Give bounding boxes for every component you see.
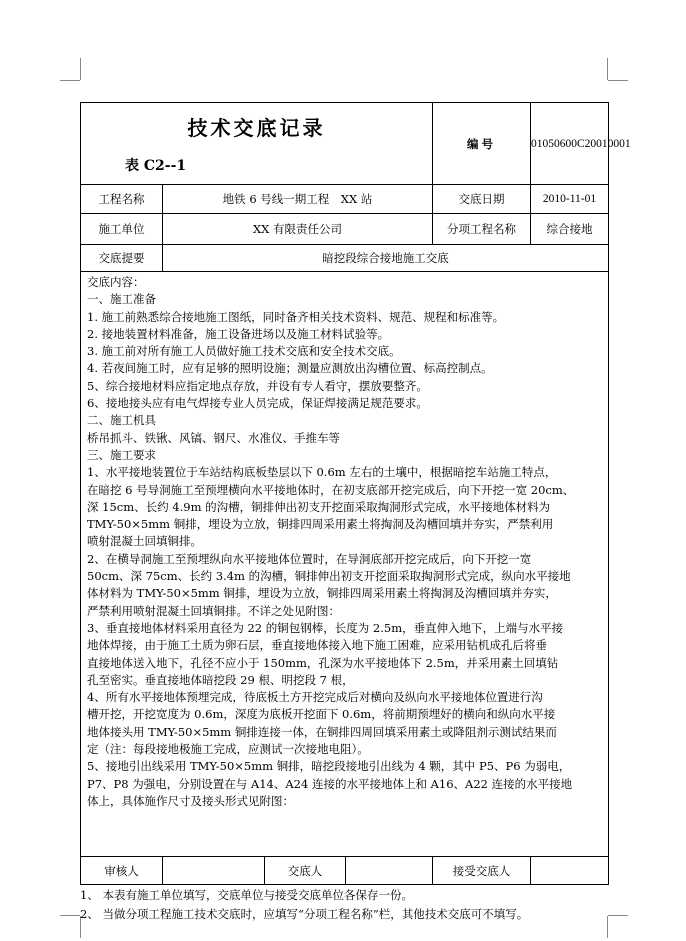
summary-label: 交底提要 xyxy=(81,245,163,272)
content-line: 孔至密实。垂直接地体暗挖段 29 根、明挖段 7 根， xyxy=(87,672,354,687)
content-line: 严禁利用喷射混凝土回填铜排。不详之处见附图： xyxy=(87,603,340,618)
summary-value: 暗挖段综合接地施工交底 xyxy=(163,245,609,272)
number-value: 01050600C20010001 xyxy=(531,103,609,185)
content-line: 5、综合接地材料应指定地点存放，并设有专人看守，摆放要整齐。 xyxy=(87,378,428,393)
content-line: 槽开挖，开挖宽度为 0.6m，深度为底板开挖面下 0.6m，将前期预埋好的横向和纵向水平接 xyxy=(87,707,556,722)
content-line: 在暗挖 6 号导洞施工至预埋横向水平接地体时，在初支底部开挖完成后，向下开挖一宽 20cm、 xyxy=(87,482,575,497)
content-line: 定（注：每段接地极施工完成，应测试一次接地电阻）。 xyxy=(87,742,369,757)
crop-mark-top-left-h xyxy=(60,80,80,81)
content-line: 地体接头用 TMY-50×5mm 铜排连接一体，在铜排四周回填采用素土或降阻剂示测试结果而 xyxy=(87,724,557,739)
crop-mark-top-right-v xyxy=(607,58,608,80)
technical-disclosure-form xyxy=(80,102,631,885)
receiver-signature[interactable] xyxy=(531,857,609,885)
sub-project-value: 综合接地 xyxy=(531,214,609,245)
content-line: 三、施工要求 xyxy=(87,447,156,462)
content-line: 交底内容： xyxy=(87,275,145,289)
content-line: 体上，具体施作尺寸及接头形式见附图： xyxy=(87,793,294,808)
content-line: 体材料为 TMY-50×5mm 铜排，埋设为立放，铜排四周采用素土将掏洞及沟槽回填并夯实， xyxy=(87,586,557,601)
content-line: 4. 若夜间施工时，应有足够的照明设施；测量应测放出沟槽位置、标高控制点。 xyxy=(87,361,493,376)
project-name-label: 工程名称 xyxy=(81,185,163,214)
date-label: 交底日期 xyxy=(433,185,531,214)
discloser-signature[interactable] xyxy=(346,857,433,885)
content-line: TMY-50×5mm 铜排，埋设为立放，铜排四周采用素土将掏洞及沟槽回填并夯实，严禁利用 xyxy=(87,517,554,532)
receiver-label: 接受交底人 xyxy=(433,857,531,885)
construction-unit-label: 施工单位 xyxy=(81,214,163,245)
crop-mark-top-left-v xyxy=(80,58,81,80)
date-value: 2010-11-01 xyxy=(531,185,609,214)
content-line: 3、垂直接地体材料采用直径为 22 的铜包钢棒，长度为 2.5m，垂直伸入地下，上端与水平接 xyxy=(87,620,564,635)
content-line: 2. 接地装置材料准备，施工设备进场以及施工材料试验等。 xyxy=(87,326,390,341)
content-line: 二、施工机具 xyxy=(87,413,156,428)
sub-project-label: 分项工程名称 xyxy=(433,214,531,245)
content-line: 一、施工准备 xyxy=(87,292,156,307)
disclosure-content xyxy=(81,272,609,857)
project-name-value: 地铁 6 号线一期工程 XX 站 xyxy=(163,185,433,214)
content-line: 喷射混凝土回填铜排。 xyxy=(87,534,202,549)
content-line: 6、接地接头应有电气焊接专业人员完成，保证焊接满足规范要求。 xyxy=(87,396,428,411)
content-line: 4、所有水平接地体预埋完成，待底板土方开挖完成后对横向及纵向水平接地体位置进行沟 xyxy=(87,690,543,705)
content-line: 桥吊抓斗、铁锹、风镐、钢尺、水准仪、手推车等 xyxy=(87,430,340,445)
reviewer-signature[interactable] xyxy=(163,857,265,885)
discloser-label: 交底人 xyxy=(265,857,346,885)
crop-mark-top-right-h xyxy=(608,80,628,81)
form-title: 技术交底记录 xyxy=(187,116,326,140)
number-label: 编号 xyxy=(433,103,531,185)
content-line: 50cm、深 75cm、长约 3.4m 的沟槽，铜排伸出初支开挖面采取掏洞形式完成，纵向水平接地 xyxy=(87,569,571,584)
content-line: 5、接地引出线采用 TMY-50×5mm 铜排，暗挖段接地引出线为 4 颗，其中 P5、P6 为弱电， xyxy=(87,759,571,774)
content-line: 2、在横导洞施工至预埋纵向水平接地体位置时，在导洞底部开挖完成后，向下开挖一宽 xyxy=(87,551,532,566)
construction-unit-value: XX 有限责任公司 xyxy=(163,214,433,245)
content-line: 直接地体送入地下，孔径不应小于 150mm，孔深为水平接地体下 2.5m，并采用素土回填钻 xyxy=(87,655,559,670)
form-title-cell xyxy=(81,103,433,185)
footnote-1: 1、 本表有施工单位填写，交底单位与接受交底单位各保存一份。 xyxy=(80,888,413,902)
content-line: 深 15cm、长约 4.9m 的沟槽，铜排伸出初支开挖面采取掏洞形式完成，水平接地体材料为 xyxy=(87,499,551,514)
reviewer-label: 审核人 xyxy=(81,857,163,885)
content-line: 3. 施工前对所有施工人员做好施工技术交底和安全技术交底。 xyxy=(87,344,401,359)
footnote-2: 2、 当做分项工程施工技术交底时，应填写“分项工程名称”栏，其他技术交底可不填写。 xyxy=(80,907,529,921)
content-line: 1. 施工前熟悉综合接地施工图纸，同时备齐相关技术资料、规范、规程和标准等。 xyxy=(87,309,505,324)
content-line: 1、水平接地装置位于车站结构底板垫层以下 0.6m 左右的土壤中，根据暗挖车站施工特点， xyxy=(87,465,557,480)
crop-mark-bottom-left-h xyxy=(60,915,80,916)
content-line: P7、P8 为强电，分别设置在与 A14、A24 连接的水平接地体上和 A16、A22 连接的水平接地 xyxy=(87,776,573,791)
form-number: 表 C2--1 xyxy=(125,158,187,174)
content-line: 地体焊接，由于施工土质为卵石层，垂直接地体接入地下施工困难，应采用钻机成孔后将垂 xyxy=(87,638,547,653)
